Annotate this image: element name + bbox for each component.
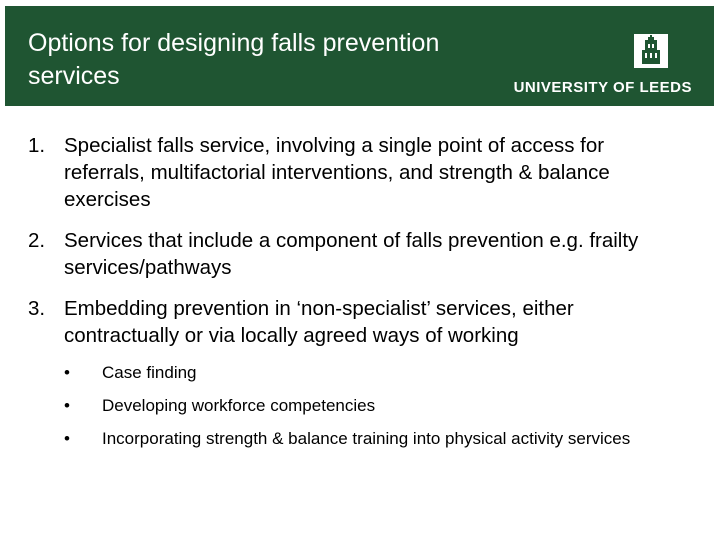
bullet-icon: •	[64, 396, 70, 415]
sub-list-item-text: Incorporating strength & balance training into physical activity services	[102, 429, 631, 448]
list-item-text: Services that include a component of falls prevention e.g. frailty services/pathways	[64, 229, 639, 279]
list-number: 3.	[28, 297, 46, 320]
sub-list	[64, 361, 688, 451]
university-logo	[507, 34, 692, 96]
options-list	[28, 132, 688, 465]
list-item-text: Embedding prevention in ‘non-specialist’ services, either contractually or via locally agreed ways of working	[64, 297, 574, 347]
slide-title: Options for designing falls prevention services	[28, 29, 440, 90]
sub-list-item	[64, 427, 642, 451]
sub-list-item-text: Case finding	[102, 363, 197, 382]
bullet-icon: •	[64, 363, 70, 382]
bullet-icon: •	[64, 429, 70, 448]
list-item	[28, 295, 688, 451]
tower-icon	[634, 34, 668, 68]
sub-list-item-text: Developing workforce competencies	[102, 396, 376, 415]
list-number: 1.	[28, 134, 46, 157]
list-item	[28, 132, 688, 213]
list-number: 2.	[28, 229, 46, 252]
sub-list-item	[64, 361, 642, 385]
list-item-text: Specialist falls service, involving a single point of access for referrals, multifactorial interventions, and strength & balance exercises	[64, 134, 610, 211]
logo-text: UNIVERSITY OF LEEDS	[513, 79, 692, 96]
sub-list-item	[64, 394, 642, 418]
header-banner	[5, 6, 714, 106]
list-item	[28, 227, 688, 281]
